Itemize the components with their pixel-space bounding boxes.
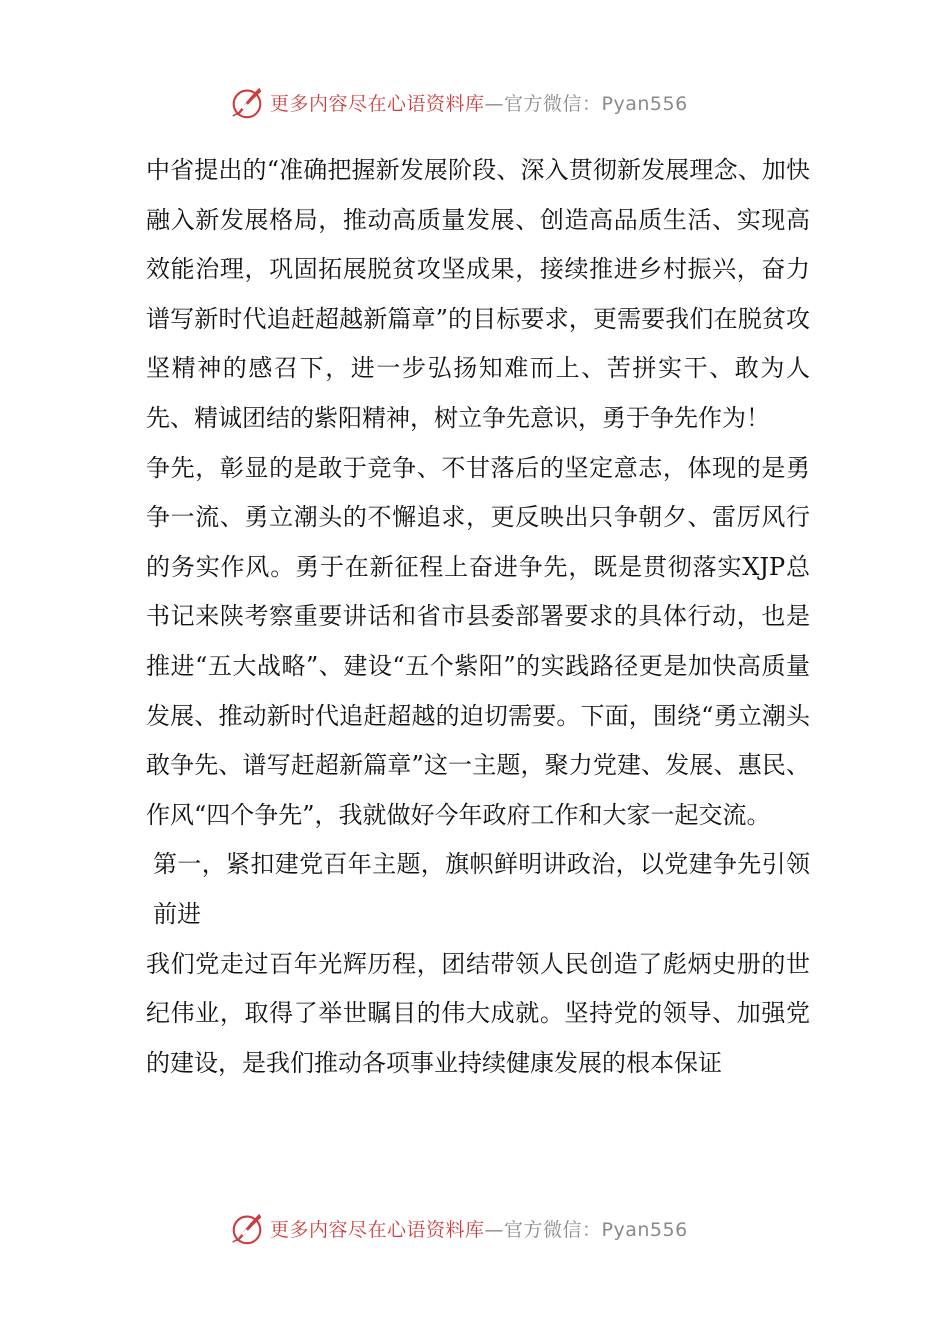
pen-nib-icon (228, 1209, 266, 1247)
paragraph: 我们党走过百年光辉历程，团结带领人民创造了彪炳史册的世纪伟业，取得了举世瞩目的伟大成就。坚持党的领导、加强党的建设，是我们推动各项事业持续健康发展的根本保证 (146, 949, 810, 1077)
footer-brand-text: 更多内容尽在心语资料库 (270, 1218, 485, 1241)
pen-nib-icon (228, 83, 266, 121)
footer-banner (228, 1208, 688, 1248)
section-heading: 第一，紧扣建党百年主题，旗帜鲜明讲政治，以党建争先引领前进 (153, 850, 810, 928)
header-banner (228, 82, 688, 122)
banner-brand-text: 更多内容尽在心语资料库 (270, 92, 485, 115)
banner-contact-text: —官方微信：Pyan556 (484, 92, 688, 115)
document-body (146, 146, 810, 1088)
footer-contact-text: —官方微信：Pyan556 (484, 1218, 688, 1241)
paragraph: 中省提出的“准确把握新发展阶段、深入贯彻新发展理念、加快融入新发展格局，推动高质量发展、创造高品质生活、实现高效能治理，巩固拓展脱贫攻坚成果，接续推进乡村振兴，奋力谱写新时代追赶超越新篇章”的目标要求，更需要我们在脱贫攻坚精神的感召下，进一步弘扬知难而上、苦拼实干、敢为人先、精诚团结的紫阳精神，树立争先意识，勇于争先作为！ (146, 156, 810, 432)
paragraph: 争先，彰显的是敢于竞争、不甘落后的坚定意志，体现的是勇争一流、勇立潮头的不懈追求，更反映出只争朝夕、雷厉风行的务实作风。勇于在新征程上奋进争先，既是贯彻落实XJP总书记来陕考察重要讲话和省市县委部署要求的具体行动，也是推进“五大战略”、建设“五个紫阳”的实践路径更是加快高质量发展、推动新时代追赶超越的迫切需要。下面，围绕“勇立潮头敢争先、谱写赶超新篇章”这一主题，聚力党建、发展、惠民、作风“四个争先”，我就做好今年政府工作和大家一起交流。 (146, 453, 810, 829)
